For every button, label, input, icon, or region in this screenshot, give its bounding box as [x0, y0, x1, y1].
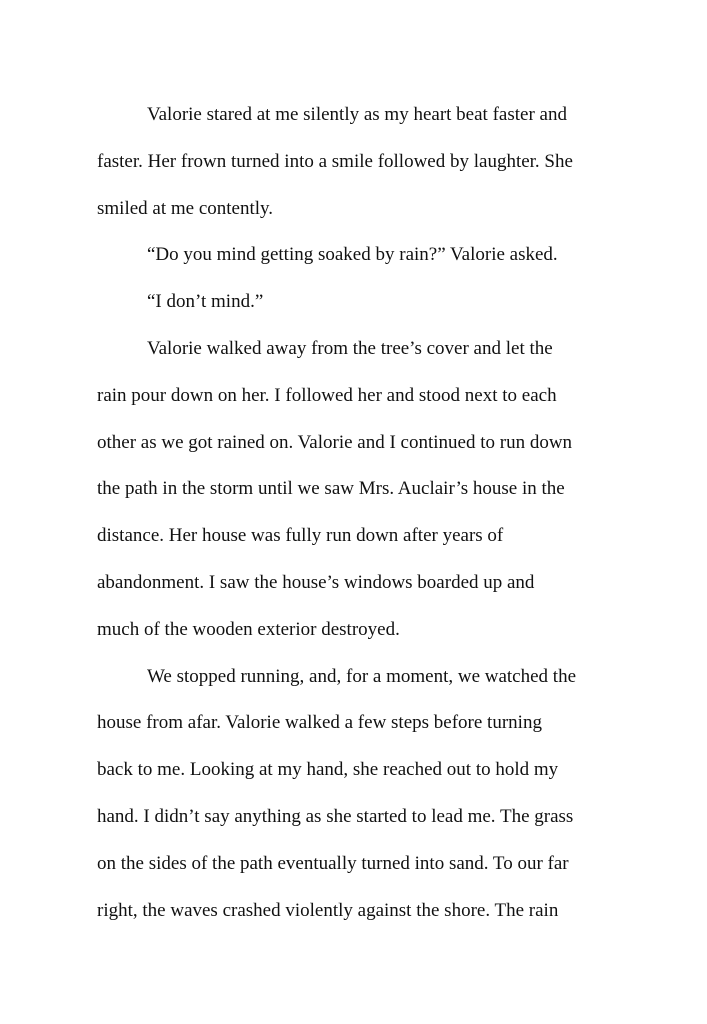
text-line: much of the wooden exterior destroyed. — [97, 618, 400, 640]
text-line: “Do you mind getting soaked by rain?” Valorie asked. — [147, 244, 558, 266]
text-line: “I don’t mind.” — [147, 291, 264, 313]
text-line: abandonment. I saw the house’s windows boarded up and — [97, 571, 535, 593]
text-line: house from afar. Valorie walked a few steps before turning — [97, 712, 542, 734]
text-line: faster. Her frown turned into a smile followed by laughter. She — [97, 150, 573, 172]
text-line: rain pour down on her. I followed her and stood next to each — [97, 384, 557, 406]
text-line: back to me. Looking at my hand, she reached out to hold my — [97, 759, 559, 781]
text-line: hand. I didn’t say anything as she started to lead me. The grass — [97, 805, 574, 827]
text-line: Valorie walked away from the tree’s cover and let the — [147, 337, 553, 359]
text-line: smiled at me contently. — [97, 197, 274, 219]
text-line: on the sides of the path eventually turned into sand. To our far — [97, 852, 569, 874]
text-line: right, the waves crashed violently against the shore. The rain — [97, 899, 559, 921]
text-line: the path in the storm until we saw Mrs. Auclair’s house in the — [97, 478, 565, 500]
text-line: We stopped running, and, for a moment, we watched the — [147, 665, 577, 687]
body-text — [97, 92, 611, 934]
text-line: Valorie stared at me silently as my heart beat faster and — [147, 104, 567, 125]
text-line: distance. Her house was fully run down after years of — [97, 525, 504, 547]
text-line: other as we got rained on. Valorie and I continued to run down — [97, 431, 573, 453]
